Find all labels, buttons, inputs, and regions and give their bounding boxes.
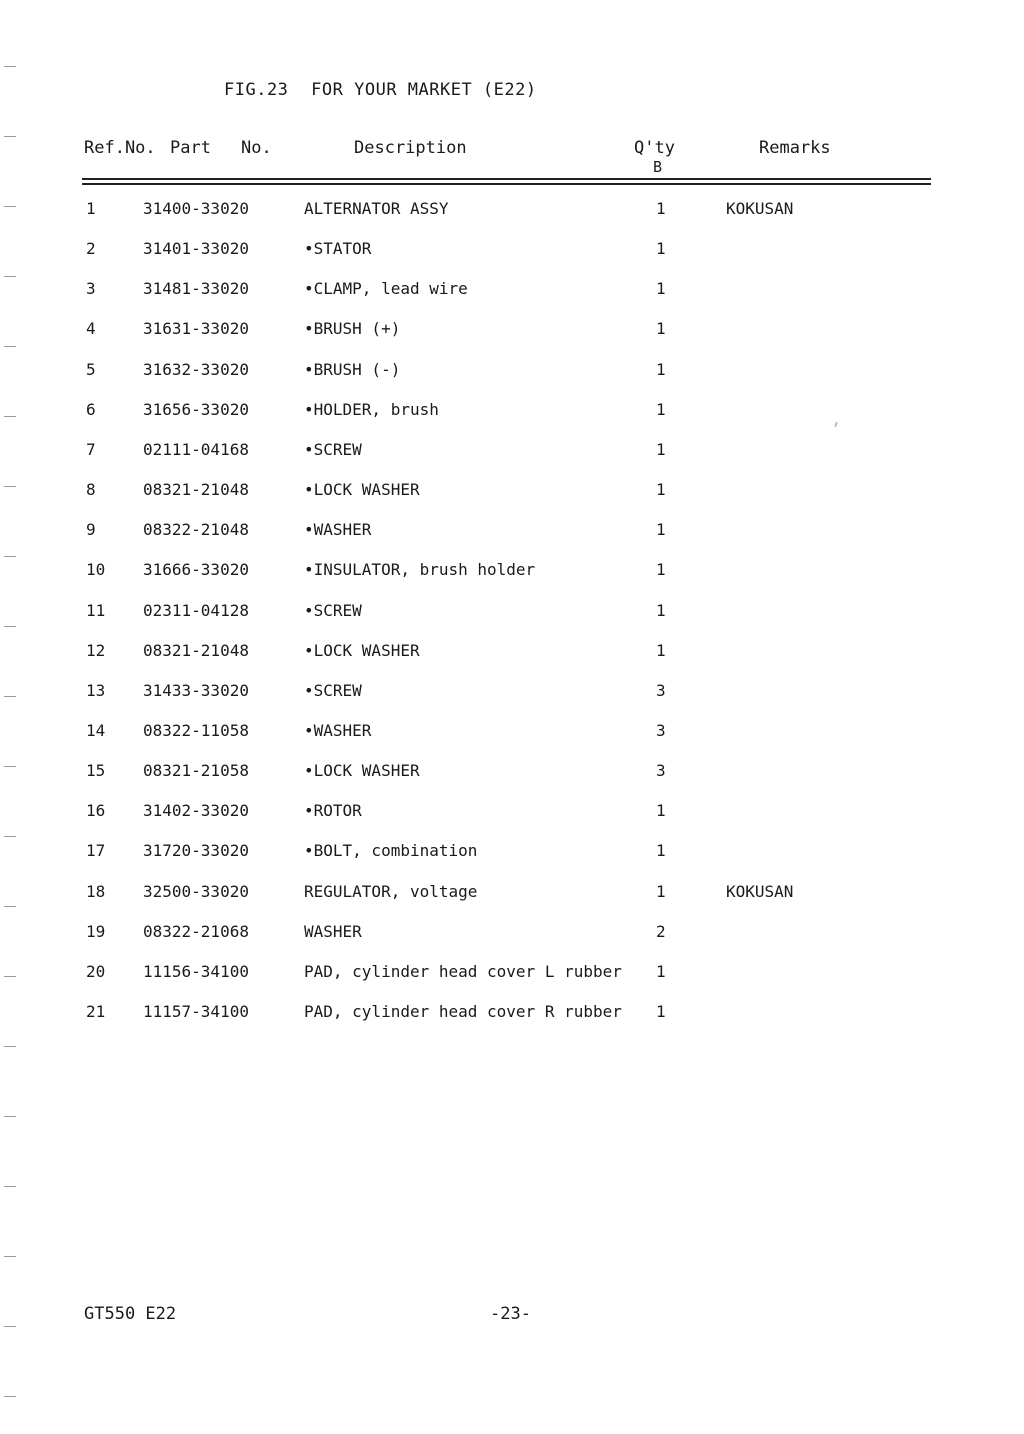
table-row [0,601,1024,641]
qty-cell: 2 [656,922,666,941]
description-cell: •LOCK WASHER [304,761,420,780]
table-row [0,319,1024,359]
description-cell: •BOLT, combination [304,841,478,860]
part-no-cell: 31720-33020 [143,841,249,860]
qty-cell: 1 [656,962,666,981]
margin-tick [4,1046,16,1047]
qty-cell: 1 [656,360,666,379]
header-rule-bottom [82,183,931,185]
margin-tick [4,1116,16,1117]
qty-cell: 1 [656,480,666,499]
part-no-cell: 32500-33020 [143,882,249,901]
table-row [0,400,1024,440]
ref-no-cell: 4 [86,319,96,338]
part-no-cell: 31632-33020 [143,360,249,379]
ref-no-cell: 17 [86,841,106,860]
part-no-cell: 31433-33020 [143,681,249,700]
description-cell: •BRUSH (+) [304,319,401,338]
ref-no-cell: 12 [86,641,106,660]
table-row [0,681,1024,721]
description-cell: •STATOR [304,239,372,258]
part-no-cell: 08321-21058 [143,761,249,780]
table-row [0,841,1024,881]
ref-no-cell: 16 [86,801,106,820]
ref-no-cell: 7 [86,440,96,459]
ref-no-cell: 13 [86,681,106,700]
part-no-cell: 31666-33020 [143,560,249,579]
table-row [0,520,1024,560]
ref-no-cell: 5 [86,360,96,379]
qty-cell: 1 [656,641,666,660]
qty-cell: 1 [656,279,666,298]
part-no-cell: 11157-34100 [143,1002,249,1021]
description-cell: •LOCK WASHER [304,480,420,499]
table-row [0,761,1024,801]
table-row [0,962,1024,1002]
description-cell: •HOLDER, brush [304,400,439,419]
table-row [0,922,1024,962]
ref-no-cell: 21 [86,1002,106,1021]
part-no-cell: 31631-33020 [143,319,249,338]
margin-tick [4,1256,16,1257]
part-no-cell: 31402-33020 [143,801,249,820]
header-description: Description [354,138,467,158]
part-no-cell: 08322-21048 [143,520,249,539]
description-cell: •INSULATOR, brush holder [304,560,536,579]
header-qty-sub: B [653,158,663,176]
table-row [0,721,1024,761]
remarks-cell: KOKUSAN [726,882,794,901]
ref-no-cell: 14 [86,721,106,740]
description-cell: WASHER [304,922,362,941]
description-cell: •SCREW [304,440,362,459]
qty-cell: 3 [656,761,666,780]
table-row [0,801,1024,841]
qty-cell: 1 [656,400,666,419]
part-no-cell: 31481-33020 [143,279,249,298]
remarks-cell: KOKUSAN [726,199,794,218]
table-row [0,440,1024,480]
ref-no-cell: 2 [86,239,96,258]
qty-cell: 1 [656,601,666,620]
qty-cell: 3 [656,681,666,700]
part-no-cell: 11156-34100 [143,962,249,981]
table-row [0,239,1024,279]
page-title [224,80,537,100]
header-remarks: Remarks [759,138,831,158]
ref-no-cell: 9 [86,520,96,539]
table-row [0,882,1024,922]
ref-no-cell: 3 [86,279,96,298]
header-qty: Q'ty [634,138,675,158]
description-cell: •BRUSH (-) [304,360,401,379]
margin-tick [4,1326,16,1327]
part-no-cell: 31656-33020 [143,400,249,419]
qty-cell: 1 [656,319,666,338]
qty-cell: 1 [656,440,666,459]
description-cell: ALTERNATOR ASSY [304,199,449,218]
part-no-cell: 31400-33020 [143,199,249,218]
table-row [0,199,1024,239]
part-no-cell: 08322-21068 [143,922,249,941]
figure-label: FIG.23 [224,80,289,100]
description-cell: •SCREW [304,681,362,700]
description-cell: •SCREW [304,601,362,620]
table-row [0,1002,1024,1042]
part-no-cell: 02311-04128 [143,601,249,620]
ref-no-cell: 11 [86,601,106,620]
market-label: FOR YOUR MARKET (E22) [311,80,537,100]
ref-no-cell: 19 [86,922,106,941]
table-row [0,560,1024,600]
part-no-cell: 31401-33020 [143,239,249,258]
table-row [0,279,1024,319]
qty-cell: 1 [656,239,666,258]
description-cell: REGULATOR, voltage [304,882,478,901]
description-cell: •WASHER [304,520,372,539]
ref-no-cell: 1 [86,199,96,218]
header-ref-no: Ref.No. [84,138,156,158]
ref-no-cell: 20 [86,962,106,981]
table-row [0,360,1024,400]
qty-cell: 3 [656,721,666,740]
margin-tick [4,1396,16,1397]
qty-cell: 1 [656,560,666,579]
table-row [0,480,1024,520]
header-no: No. [241,138,272,158]
qty-cell: 1 [656,801,666,820]
margin-tick [4,136,16,137]
ref-no-cell: 8 [86,480,96,499]
part-no-cell: 02111-04168 [143,440,249,459]
footer-model: GT550 E22 [84,1304,177,1324]
qty-cell: 1 [656,520,666,539]
part-no-cell: 08321-21048 [143,480,249,499]
margin-tick [4,1186,16,1187]
description-cell: PAD, cylinder head cover R rubber [304,1002,622,1021]
table-row [0,641,1024,681]
qty-cell: 1 [656,882,666,901]
qty-cell: 1 [656,1002,666,1021]
qty-cell: 1 [656,841,666,860]
description-cell: •ROTOR [304,801,362,820]
part-no-cell: 08322-11058 [143,721,249,740]
ref-no-cell: 15 [86,761,106,780]
header-part: Part [170,138,211,158]
part-no-cell: 08321-21048 [143,641,249,660]
description-cell: •WASHER [304,721,372,740]
description-cell: PAD, cylinder head cover L rubber [304,962,622,981]
description-cell: •LOCK WASHER [304,641,420,660]
ref-no-cell: 10 [86,560,106,579]
header-rule-top [82,178,931,180]
ref-no-cell: 18 [86,882,106,901]
qty-cell: 1 [656,199,666,218]
margin-tick [4,66,16,67]
ref-no-cell: 6 [86,400,96,419]
description-cell: •CLAMP, lead wire [304,279,468,298]
footer-page-number: -23- [490,1304,531,1324]
